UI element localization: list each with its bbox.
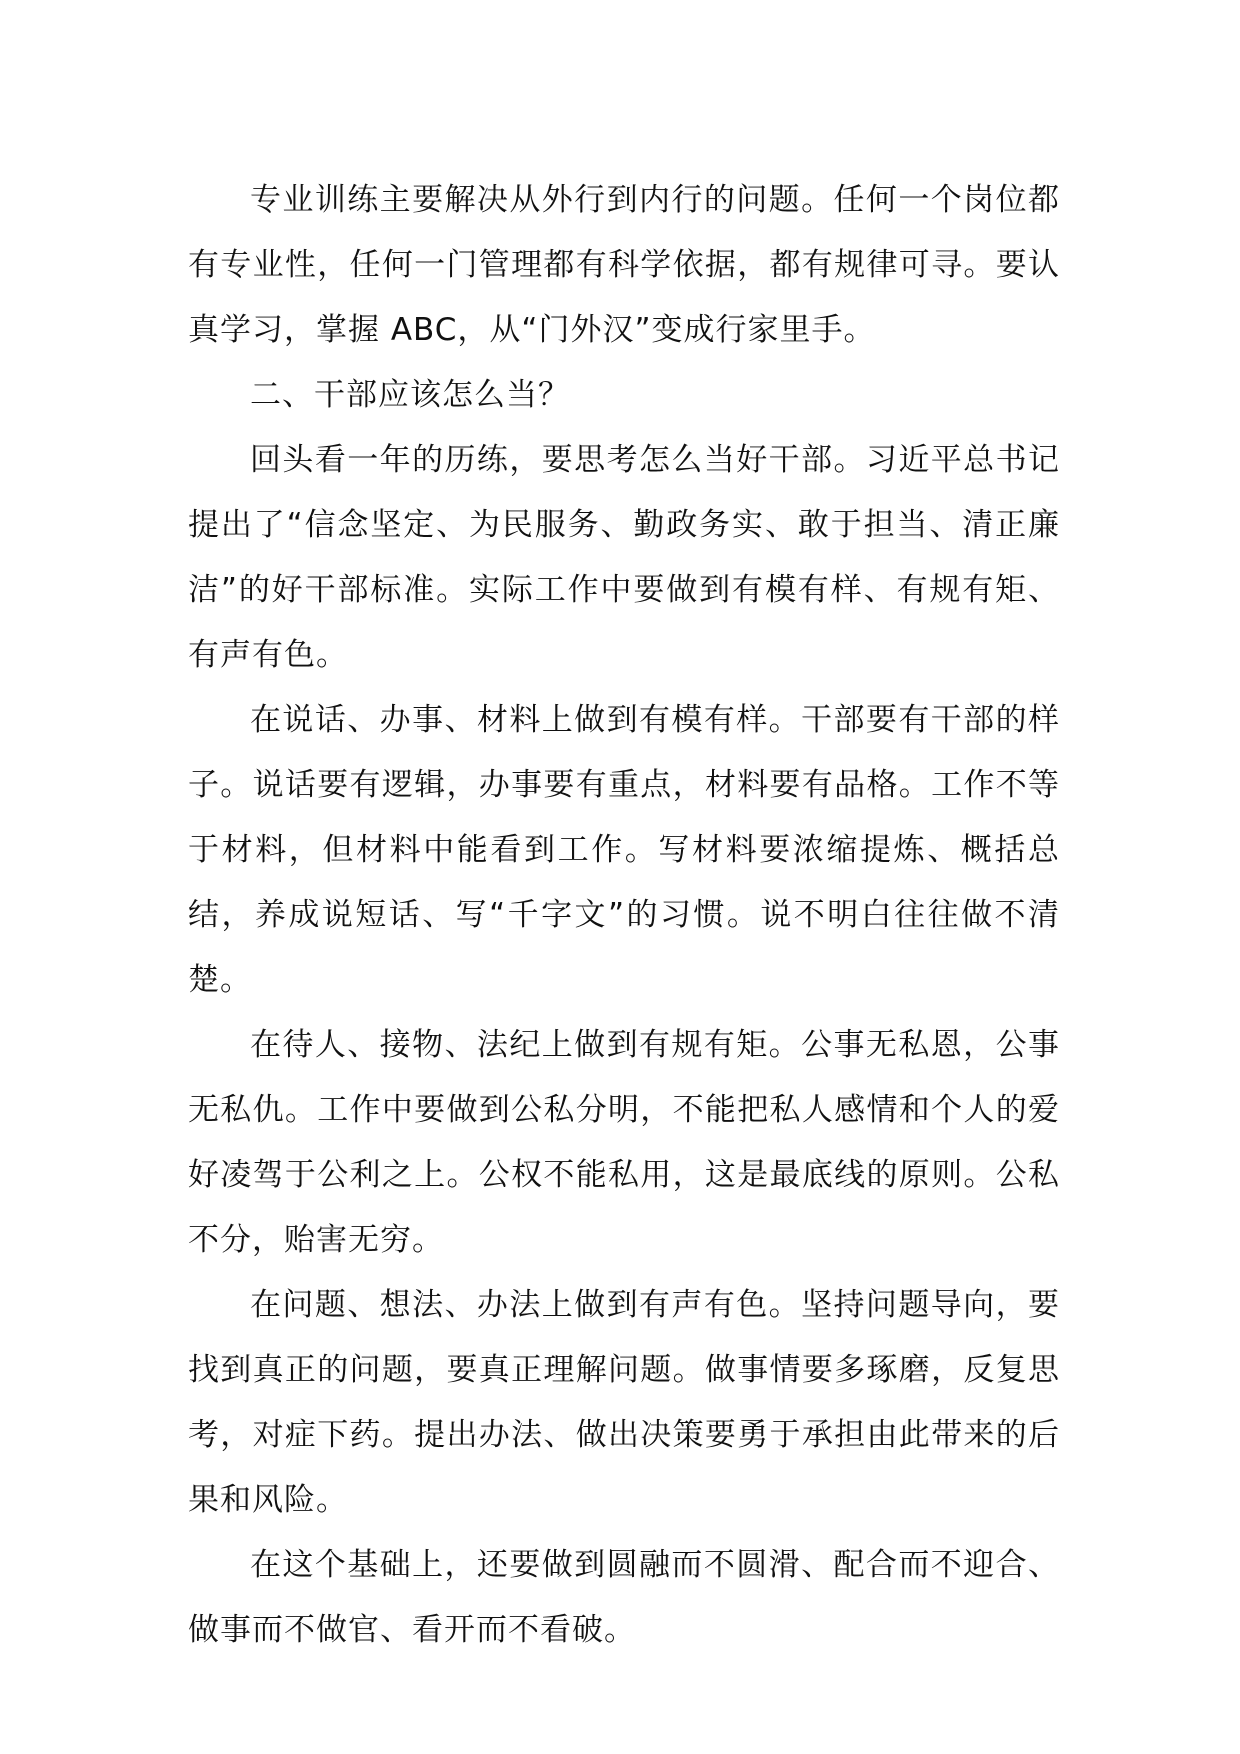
paragraph-conclusion: 在这个基础上，还要做到圆融而不圆滑、配合而不迎合、做事而不做官、看开而不看破。 [188, 1547, 1060, 1648]
paragraph-problems-and-solutions: 在问题、想法、办法上做到有声有色。坚持问题导向，要找到真正的问题，要真正理解问题。做事情要多琢磨，反复思考，对症下药。提出办法、做出决策要勇于承担由此带来的后果和风险。 [188, 1287, 1060, 1518]
paragraph-rules-and-discipline: 在待人、接物、法纪上做到有规有矩。公事无私恩，公事无私仇。工作中要做到公私分明，不能把私人感情和个人的爱好凌驾于公利之上。公权不能私用，这是最底线的原则。公私不分，贻害无穷。 [188, 1027, 1060, 1258]
paragraph-good-cadre-standard: 回头看一年的历练，要思考怎么当好干部。习近平总书记提出了“信念坚定、为民服务、勤政务实、敢于担当、清正廉洁”的好干部标准。实际工作中要做到有模有样、有规有矩、有声有色。 [188, 442, 1060, 673]
document-body [188, 168, 1060, 1663]
paragraph-speech-work-materials: 在说话、办事、材料上做到有模有样。干部要有干部的样子。说话要有逻辑，办事要有重点，材料要有品格。工作不等于材料，但材料中能看到工作。写材料要浓缩提炼、概括总结，养成说短话、写“千字文”的习惯。说不明白往往做不清楚。 [188, 702, 1060, 998]
section-heading: 二、干部应该怎么当？ [250, 377, 570, 413]
paragraph-professional-training: 专业训练主要解决从外行到内行的问题。任何一个岗位都有专业性，任何一门管理都有科学依据，都有规律可寻。要认真学习，掌握 ABC，从“门外汉”变成行家里手。 [188, 182, 1060, 348]
